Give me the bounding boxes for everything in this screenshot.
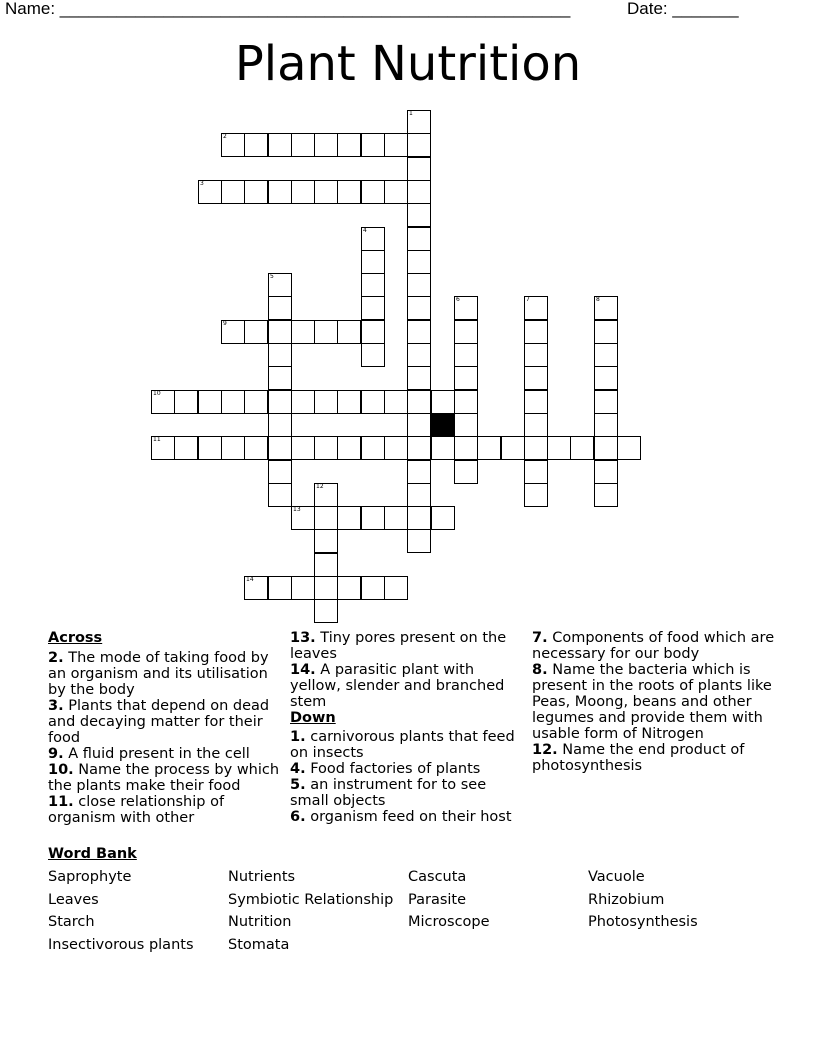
crossword-cell[interactable] [198, 390, 222, 414]
clue-number: 2 [223, 133, 227, 140]
crossword-cell[interactable] [384, 180, 408, 204]
crossword-cell[interactable] [268, 460, 292, 484]
crossword-cell[interactable] [244, 390, 268, 414]
clue-number: 1 [409, 110, 413, 117]
crossword-cell[interactable] [174, 436, 198, 460]
word-bank-item: Leaves [48, 892, 99, 908]
crossword-cell[interactable] [268, 366, 292, 390]
word-bank-item: Starch [48, 914, 95, 930]
crossword-cell[interactable] [407, 320, 431, 344]
word-bank-item: Symbiotic Relationship [228, 892, 394, 908]
crossword-cell[interactable] [524, 296, 548, 320]
crossword-cell[interactable] [337, 576, 361, 600]
crossword-cell[interactable] [337, 390, 361, 414]
crossword-cell[interactable] [594, 343, 618, 367]
crossword-cell[interactable] [314, 576, 338, 600]
crossword-cell[interactable] [594, 436, 618, 460]
clue-number: 14 [246, 576, 254, 583]
crossword-cell[interactable] [244, 436, 268, 460]
crossword-cell[interactable] [337, 180, 361, 204]
crossword-cell[interactable] [198, 180, 222, 204]
clue-down-6: 6. organism feed on their host [290, 809, 512, 825]
clue-number: 3 [200, 180, 204, 187]
crossword-cell[interactable] [407, 390, 431, 414]
crossword-cell[interactable] [407, 483, 431, 507]
crossword-cell[interactable] [431, 506, 455, 530]
crossword-cell[interactable] [407, 366, 431, 390]
crossword-cell[interactable] [407, 227, 431, 251]
clue-down-4: 4. Food factories of plants [290, 761, 481, 777]
crossword-cell[interactable] [337, 133, 361, 157]
crossword-cell[interactable] [337, 436, 361, 460]
crossword-cell[interactable] [407, 250, 431, 274]
clue-down-5: 5. an instrument for to see small objects [290, 777, 487, 809]
clue-number: 6 [456, 296, 460, 303]
crossword-cell[interactable] [617, 436, 641, 460]
crossword-cell[interactable] [454, 296, 478, 320]
across-heading: Across [48, 630, 103, 646]
word-bank-item: Nutrients [228, 869, 296, 885]
clue-number: 7 [526, 296, 530, 303]
word-bank-item: Cascuta [408, 869, 467, 885]
crossword-cell[interactable] [244, 320, 268, 344]
crossword-cell[interactable] [361, 273, 385, 297]
crossword-cell[interactable] [594, 320, 618, 344]
crossword-cell[interactable] [407, 413, 431, 437]
crossword-cell[interactable] [524, 390, 548, 414]
crossword-cell[interactable] [524, 436, 548, 460]
crossword-cell[interactable] [268, 413, 292, 437]
crossword-cell[interactable] [454, 436, 478, 460]
clue-number: 13 [293, 506, 301, 513]
clue-down-12: 12. Name the end product of photosynthesis [532, 742, 745, 774]
crossword-cell[interactable] [361, 296, 385, 320]
crossword-cell[interactable] [594, 390, 618, 414]
crossword-cell[interactable] [268, 483, 292, 507]
crossword-cell[interactable] [314, 553, 338, 577]
crossword-cell[interactable] [454, 343, 478, 367]
black-square [431, 413, 455, 437]
crossword-cell[interactable] [291, 320, 315, 344]
crossword-cell[interactable] [221, 180, 245, 204]
crossword-cell[interactable] [314, 320, 338, 344]
word-bank-item: Saprophyte [48, 869, 132, 885]
crossword-cell[interactable] [384, 436, 408, 460]
clue-down-8: 8. Name the bacteria which is present in the roots of plants like Peas, Moong, beans and other legumes and provide them with usable form of Nitrogen [532, 662, 772, 742]
crossword-cell[interactable] [361, 250, 385, 274]
crossword-cell[interactable] [524, 460, 548, 484]
crossword-cell[interactable] [594, 483, 618, 507]
crossword-cell[interactable] [174, 390, 198, 414]
crossword-cell[interactable] [151, 436, 175, 460]
crossword-cell[interactable] [477, 436, 501, 460]
word-bank-item: Rhizobium [588, 892, 665, 908]
clue-number: 5 [270, 273, 274, 280]
crossword-cell[interactable] [314, 436, 338, 460]
word-bank-item: Stomata [228, 937, 290, 953]
crossword-cell[interactable] [594, 296, 618, 320]
crossword-cell[interactable] [454, 413, 478, 437]
crossword-cell[interactable] [594, 413, 618, 437]
crossword-cell[interactable] [291, 576, 315, 600]
crossword-cell[interactable] [384, 390, 408, 414]
crossword-cell[interactable] [221, 133, 245, 157]
crossword-cell[interactable] [407, 157, 431, 181]
crossword-cell[interactable] [198, 436, 222, 460]
clue-across-13: 13. Tiny pores present on the leaves [290, 630, 507, 662]
crossword-cell[interactable] [361, 320, 385, 344]
crossword-cell[interactable] [268, 180, 292, 204]
crossword-cell[interactable] [361, 227, 385, 251]
name-line[interactable]: Name: ______________________________________________________ [5, 0, 571, 18]
crossword-cell[interactable] [454, 390, 478, 414]
crossword-cell[interactable] [407, 506, 431, 530]
crossword-cell[interactable] [524, 366, 548, 390]
crossword-cell[interactable] [268, 576, 292, 600]
crossword-cell[interactable] [361, 506, 385, 530]
crossword-cell[interactable] [337, 506, 361, 530]
crossword-cell[interactable] [361, 343, 385, 367]
clues-column-2 [290, 630, 522, 825]
crossword-cell[interactable] [314, 180, 338, 204]
word-bank-item: Nutrition [228, 914, 292, 930]
crossword-cell[interactable] [268, 273, 292, 297]
page-title: Plant Nutrition [234, 36, 582, 92]
clue-across-3: 3. Plants that depend on dead and decaying matter for their food [48, 698, 270, 746]
crossword-cell[interactable] [221, 320, 245, 344]
crossword-cell[interactable] [384, 133, 408, 157]
crossword-cell[interactable] [268, 343, 292, 367]
clue-number: 11 [153, 436, 161, 443]
crossword-cell[interactable] [314, 529, 338, 553]
clue-across-9: 9. A fluid present in the cell [48, 746, 250, 762]
crossword-cell[interactable] [407, 180, 431, 204]
crossword-cell[interactable] [524, 483, 548, 507]
crossword-cell[interactable] [244, 576, 268, 600]
clue-number: 10 [153, 390, 161, 397]
crossword-cell[interactable] [314, 390, 338, 414]
crossword-cell[interactable] [268, 436, 292, 460]
crossword-cell[interactable] [407, 273, 431, 297]
crossword-cell[interactable] [291, 390, 315, 414]
crossword-cell[interactable] [384, 506, 408, 530]
crossword-cell[interactable] [407, 343, 431, 367]
crossword-cell[interactable] [501, 436, 525, 460]
crossword-cell[interactable] [524, 320, 548, 344]
crossword-cell[interactable] [291, 436, 315, 460]
crossword-cell[interactable] [594, 366, 618, 390]
crossword-cell[interactable] [524, 413, 548, 437]
clue-across-10: 10. Name the process by which the plants make their food [48, 762, 280, 794]
crossword-cell[interactable] [291, 180, 315, 204]
crossword-cell[interactable] [221, 436, 245, 460]
crossword-cell[interactable] [454, 366, 478, 390]
crossword-cell[interactable] [384, 576, 408, 600]
crossword-cell[interactable] [407, 110, 431, 134]
crossword-cell[interactable] [361, 390, 385, 414]
crossword-cell[interactable] [361, 133, 385, 157]
crossword-cell[interactable] [291, 133, 315, 157]
crossword-cell[interactable] [268, 296, 292, 320]
crossword-cell[interactable] [454, 320, 478, 344]
crossword-cell[interactable] [268, 133, 292, 157]
crossword-cell[interactable] [244, 133, 268, 157]
crossword-cell[interactable] [407, 133, 431, 157]
clue-across-11: 11. close relationship of organism with other [48, 794, 225, 826]
crossword-cell[interactable] [594, 460, 618, 484]
crossword-cell[interactable] [268, 320, 292, 344]
crossword-cell[interactable] [407, 203, 431, 227]
crossword-cell[interactable] [407, 436, 431, 460]
crossword-cell[interactable] [431, 436, 455, 460]
crossword-cell[interactable] [291, 506, 315, 530]
clue-down-1: 1. carnivorous plants that feed on insects [290, 729, 515, 761]
crossword-cell[interactable] [314, 483, 338, 507]
word-bank-heading: Word Bank [48, 846, 137, 862]
clue-down-7: 7. Components of food which are necessary for our body [532, 630, 775, 662]
word-bank-item: Vacuole [588, 869, 645, 885]
clue-number: 12 [316, 483, 324, 490]
crossword-cell[interactable] [524, 343, 548, 367]
date-line[interactable]: Date: _______ [627, 0, 739, 18]
word-bank-item: Microscope [408, 914, 490, 930]
crossword-cell[interactable] [221, 390, 245, 414]
crossword-cell[interactable] [314, 506, 338, 530]
crossword-cell[interactable] [454, 460, 478, 484]
word-bank-item: Parasite [408, 892, 467, 908]
clues-column-3 [532, 630, 776, 774]
crossword-cell[interactable] [314, 599, 338, 623]
crossword-cell[interactable] [244, 180, 268, 204]
crossword-cell[interactable] [431, 390, 455, 414]
crossword-cell[interactable] [547, 436, 571, 460]
crossword-cell[interactable] [268, 390, 292, 414]
crossword-cell[interactable] [151, 390, 175, 414]
clues-column-1 [48, 630, 286, 826]
crossword-cell[interactable] [361, 436, 385, 460]
clue-across-2: 2. The mode of taking food by an organism and its utilisation by the body [48, 650, 269, 698]
crossword-cell[interactable] [407, 296, 431, 320]
clue-number: 8 [596, 296, 600, 303]
crossword-cell[interactable] [570, 436, 594, 460]
crossword-cell[interactable] [407, 529, 431, 553]
crossword-cell[interactable] [361, 180, 385, 204]
crossword-cell[interactable] [361, 576, 385, 600]
word-bank-item: Insectivorous plants [48, 937, 194, 953]
crossword-cell[interactable] [337, 320, 361, 344]
word-bank-item: Photosynthesis [588, 914, 698, 930]
clue-across-14: 14. A parasitic plant with yellow, slender and branched stem [290, 662, 505, 710]
clue-number: 9 [223, 320, 227, 327]
crossword-cell[interactable] [407, 460, 431, 484]
clue-number: 4 [363, 227, 367, 234]
crossword-cell[interactable] [314, 133, 338, 157]
down-heading: Down [290, 710, 336, 726]
